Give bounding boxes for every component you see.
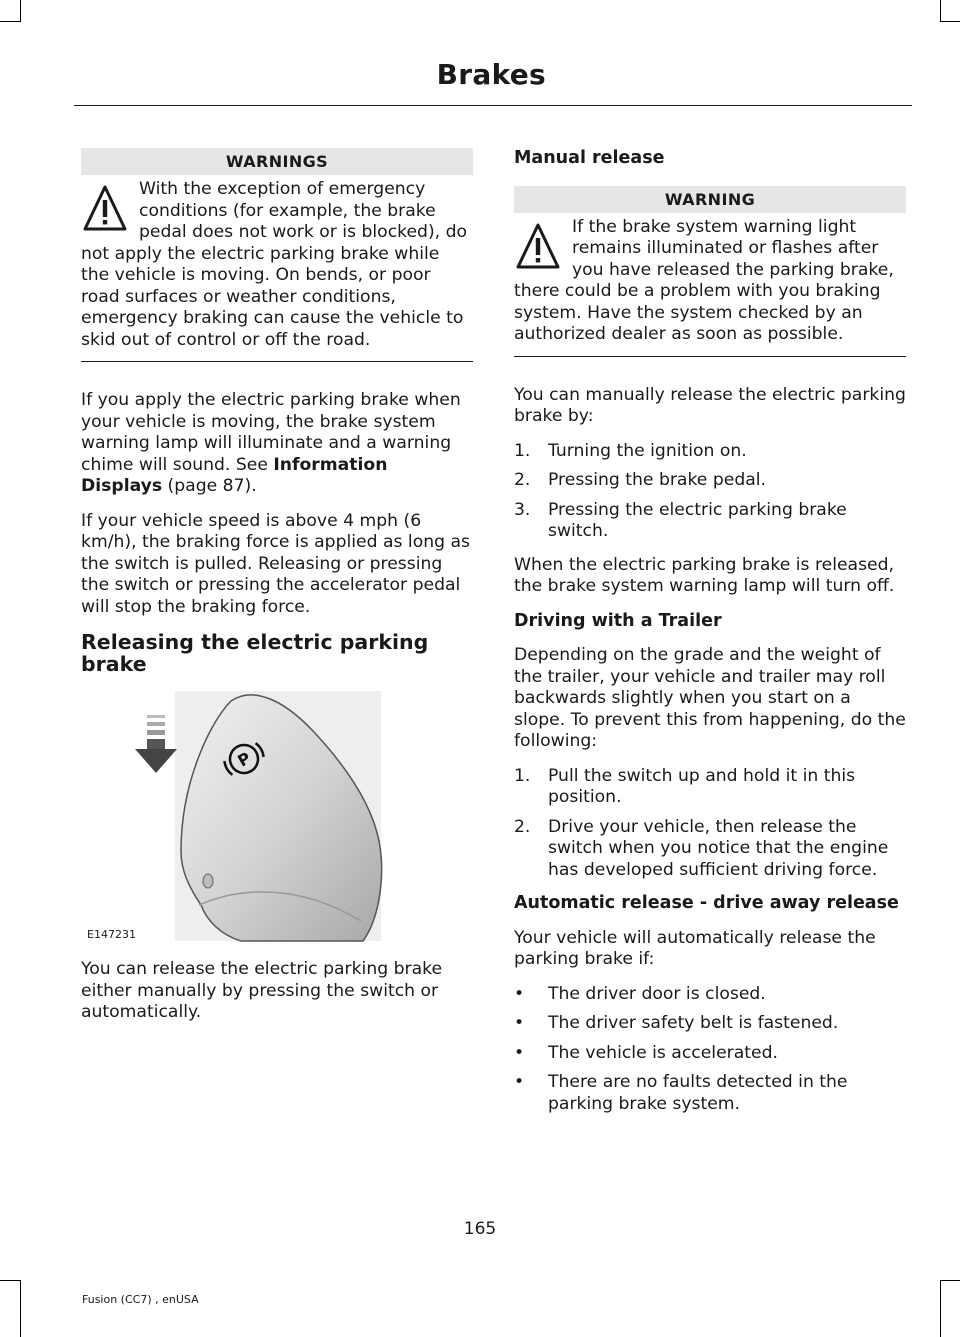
footer-text: Fusion (CC7) , enUSA xyxy=(82,1293,199,1306)
list-item xyxy=(514,984,906,1006)
parking-brake-switch-figure xyxy=(81,691,473,947)
condition-text: There are no faults detected in the parking brake system. xyxy=(548,1072,848,1114)
manual-release-heading: Manual release xyxy=(514,148,665,168)
step-text: Pressing the brake pedal. xyxy=(548,470,766,490)
paragraph: When the electric parking brake is released, the brake system warning lamp will turn off. xyxy=(514,554,895,596)
parking-brake-switch-illustration xyxy=(81,691,473,947)
section-heading: Releasing the electric parking brake xyxy=(81,630,429,676)
paragraph: You can release the electric parking brake either manually by pressing the switch or automatically. xyxy=(81,959,443,1022)
bullet: • xyxy=(514,1072,525,1092)
crop-mark xyxy=(940,21,960,22)
warning-title: WARNING xyxy=(514,186,906,213)
paragraph-text: If you apply the electric parking brake when your vehicle is moving, the brake system warning lamp will illuminate and a warning chime will sound. See xyxy=(81,390,461,475)
list-item xyxy=(514,1013,906,1035)
list-item xyxy=(514,441,906,463)
paragraph xyxy=(81,390,473,498)
paragraph: If your vehicle speed is above 4 mph (6 km/h), the braking force is applied as long as the switch is pulled. Releasing or pressing the switch or pressing the accelerator pedal will stop the braking force. xyxy=(81,510,470,617)
crop-mark xyxy=(20,0,21,22)
condition-text: The vehicle is accelerated. xyxy=(548,1042,778,1063)
step-number: 1. xyxy=(514,440,531,461)
bullet: • xyxy=(514,1013,525,1033)
step-number: 2. xyxy=(514,470,531,490)
crop-mark xyxy=(940,1280,960,1281)
condition-text: The driver door is closed. xyxy=(548,983,766,1004)
svg-text:P: P xyxy=(234,748,255,771)
header-divider xyxy=(74,105,912,106)
crop-mark xyxy=(940,0,941,22)
step-text: Pressing the electric parking brake switch. xyxy=(548,499,847,541)
right-column xyxy=(514,148,906,1127)
warning-icon xyxy=(514,221,564,277)
step-number: 3. xyxy=(514,499,531,520)
paragraph: Depending on the grade and the weight of the trailer, your vehicle and trailer may roll backwards slightly when you start on a slope. To prevent this from happening, do the following: xyxy=(514,645,906,751)
automatic-release-heading: Automatic release - drive away release xyxy=(514,893,899,913)
page-title: Brakes xyxy=(436,58,546,91)
warning-icon xyxy=(81,183,131,239)
trailer-heading: Driving with a Trailer xyxy=(514,610,722,631)
manual-release-steps xyxy=(514,441,906,543)
crop-mark xyxy=(0,21,21,22)
figure-code: E147231 xyxy=(87,927,136,941)
bullet: • xyxy=(514,1042,525,1063)
paragraph: Your vehicle will automatically release the parking brake if: xyxy=(514,927,876,969)
crop-mark xyxy=(0,1280,21,1281)
auto-release-conditions xyxy=(514,984,906,1116)
page-reference: (page 87). xyxy=(162,476,257,496)
step-number: 1. xyxy=(514,765,531,786)
list-item xyxy=(514,766,906,809)
warning-box xyxy=(514,217,906,357)
list-item xyxy=(514,1072,906,1115)
information-displays-link[interactable]: Information Displays xyxy=(81,454,388,496)
bullet: • xyxy=(514,983,525,1004)
warning-text: If the brake system warning light remains illuminated or flashes after you have released the parking brake, there could be a problem with you braking system. Have the system checked by an authorized dealer as soon as possible. xyxy=(514,216,894,344)
paragraph: You can manually release the electric parking brake by: xyxy=(514,384,906,426)
page-number: 165 xyxy=(463,1219,497,1239)
list-item xyxy=(514,470,906,492)
warnings-title: WARNINGS xyxy=(81,148,473,175)
condition-text: The driver safety belt is fastened. xyxy=(548,1013,839,1033)
step-text: Pull the switch up and hold it in this position. xyxy=(548,765,856,807)
step-text: Turning the ignition on. xyxy=(548,440,747,461)
list-item xyxy=(514,1043,906,1065)
warning-text: With the exception of emergency conditions (for example, the brake pedal does not work or is blocked), do not apply the electric parking brake while the vehicle is moving. On bends, or poor road surfaces or weather conditions, emergency braking can cause the vehicle to skid out of control or off the road. xyxy=(81,179,468,350)
trailer-steps xyxy=(514,766,906,882)
left-column xyxy=(81,148,473,1037)
list-item xyxy=(514,817,906,882)
step-number: 2. xyxy=(514,816,531,837)
warning-box xyxy=(81,179,473,362)
crop-mark xyxy=(940,1280,941,1337)
step-text: Drive your vehicle, then release the switch when you notice that the engine has developed sufficient driving force. xyxy=(548,816,889,880)
crop-mark xyxy=(20,1280,21,1337)
list-item xyxy=(514,500,906,543)
